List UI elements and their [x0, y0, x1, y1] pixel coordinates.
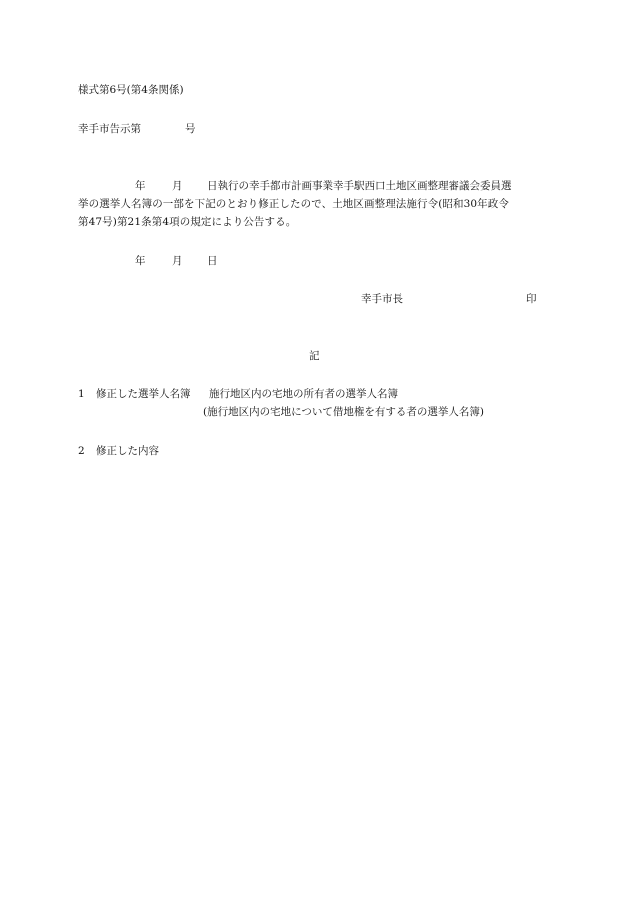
item-number: 2 [78, 445, 85, 457]
date-month-label: 月 [172, 255, 183, 267]
announcement-line1: 日執行の幸手都市計画事業幸手駅西口土地区画整理審議会委員選 [207, 180, 512, 192]
announcement-year-label: 年 [135, 180, 146, 192]
announcement-month-label: 月 [172, 180, 183, 192]
date-year-label: 年 [135, 255, 146, 267]
item-number: 1 [78, 388, 85, 400]
date-day-label: 日 [207, 255, 218, 267]
ki-heading: 記 [309, 350, 320, 362]
item-label: 修正した選挙人名簿 [96, 388, 191, 400]
item-label: 修正した内容 [96, 445, 159, 457]
announcement-line2: 挙の選挙人名簿の一部を下記のとおり修正したので、土地区画整理法施行令(昭和30年政令 [78, 198, 509, 210]
item-value-sub: (施行地区内の宅地について借地権を有する者の選挙人名簿) [203, 406, 484, 418]
seal-mark: 印 [526, 293, 537, 305]
notice-number-prefix: 幸手市告示第 [78, 123, 141, 135]
mayor-title: 幸手市長 [361, 293, 403, 305]
notice-number-suffix: 号 [185, 123, 196, 135]
form-label: 様式第6号(第4条関係) [78, 84, 184, 96]
announcement-line3: 第47号)第21条第4項の規定により公告する。 [78, 216, 297, 228]
item-value: 施行地区内の宅地の所有者の選挙人名簿 [209, 388, 398, 400]
